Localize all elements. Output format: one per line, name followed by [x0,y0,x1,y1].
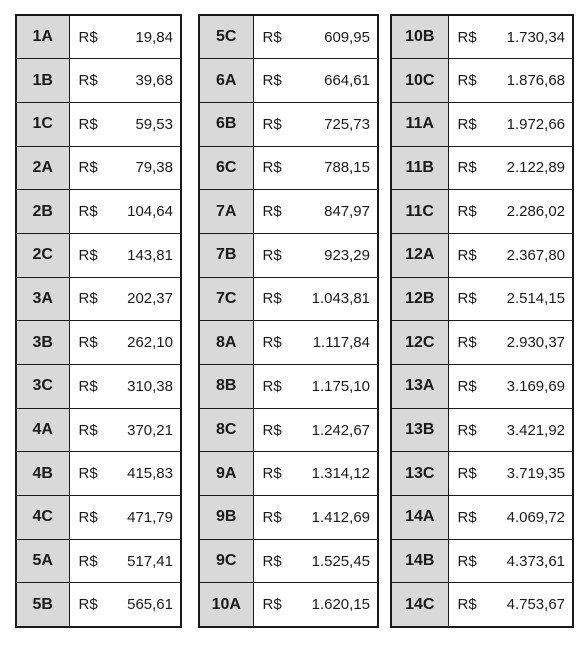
price-amount: 1.620,15 [311,596,370,614]
price-amount: 2.930,37 [506,334,565,352]
table-row [16,59,181,103]
row-code: 10B [391,15,448,59]
price-amount: 2.122,89 [506,159,565,177]
row-code: 1A [16,15,69,59]
row-price-cell [253,452,378,496]
price-table-body [199,15,378,627]
currency-symbol: R$ [78,115,98,133]
table-row [199,15,378,59]
price-amount: 2.514,15 [506,290,565,308]
price-amount: 3.169,69 [506,377,565,395]
price-amount: 923,29 [324,246,370,264]
row-price-cell [253,583,378,627]
price-amount: 471,79 [127,508,173,526]
price-amount: 104,64 [127,203,173,221]
row-price-cell [253,59,378,103]
table-row [16,190,181,234]
row-price-cell [448,452,573,496]
table-row [16,452,181,496]
table-row [199,539,378,583]
currency-symbol: R$ [262,290,282,308]
table-row [391,190,573,234]
table-row [199,452,378,496]
row-code: 9C [199,539,253,583]
table-row [16,277,181,321]
row-code: 12C [391,321,448,365]
row-price-cell [253,190,378,234]
currency-symbol: R$ [78,28,98,46]
table-row [199,233,378,277]
price-amount: 664,61 [324,72,370,90]
table-row [391,365,573,409]
table-row [199,365,378,409]
row-code: 2C [16,233,69,277]
row-price-cell [253,408,378,452]
row-code: 4B [16,452,69,496]
row-code: 13A [391,365,448,409]
table-row [391,102,573,146]
row-code: 10A [199,583,253,627]
price-amount: 565,61 [127,596,173,614]
price-amount: 1.412,69 [311,508,370,526]
price-amount: 19,84 [135,28,173,46]
currency-symbol: R$ [457,377,477,395]
currency-symbol: R$ [78,465,98,483]
row-code: 7C [199,277,253,321]
table-row [391,233,573,277]
row-code: 14A [391,496,448,540]
currency-symbol: R$ [457,28,477,46]
currency-symbol: R$ [78,246,98,264]
price-amount: 415,83 [127,465,173,483]
price-amount: 2.367,80 [506,246,565,264]
table-row [391,146,573,190]
currency-symbol: R$ [78,334,98,352]
currency-symbol: R$ [78,596,98,614]
price-amount: 847,97 [324,203,370,221]
row-code: 8B [199,365,253,409]
currency-symbol: R$ [262,465,282,483]
table-row [16,583,181,627]
currency-symbol: R$ [457,159,477,177]
row-price-cell [448,190,573,234]
row-code: 9B [199,496,253,540]
row-price-cell [253,233,378,277]
table-row [391,15,573,59]
price-amount: 79,38 [135,159,173,177]
currency-symbol: R$ [457,508,477,526]
price-amount: 609,95 [324,28,370,46]
row-code: 13B [391,408,448,452]
table-row [391,452,573,496]
table-row [199,583,378,627]
row-price-cell [69,583,181,627]
currency-symbol: R$ [78,421,98,439]
price-amount: 1.043,81 [311,290,370,308]
currency-symbol: R$ [78,552,98,570]
price-amount: 1.175,10 [311,377,370,395]
currency-symbol: R$ [457,290,477,308]
table-row [16,539,181,583]
table-row [199,146,378,190]
row-price-cell [448,15,573,59]
price-amount: 1.242,67 [311,421,370,439]
price-amount: 4.753,67 [506,596,565,614]
table-row [199,408,378,452]
price-amount: 4.069,72 [506,508,565,526]
row-code: 11A [391,102,448,146]
row-price-cell [69,277,181,321]
row-code: 4A [16,408,69,452]
row-price-cell [69,496,181,540]
row-price-cell [69,190,181,234]
row-code: 14B [391,539,448,583]
row-price-cell [448,539,573,583]
table-row [199,190,378,234]
price-amount: 1.876,68 [506,72,565,90]
row-price-cell [448,102,573,146]
row-code: 3C [16,365,69,409]
table-row [391,277,573,321]
row-code: 8A [199,321,253,365]
row-code: 12A [391,233,448,277]
row-price-cell [69,408,181,452]
row-code: 1B [16,59,69,103]
price-amount: 143,81 [127,246,173,264]
row-code: 11C [391,190,448,234]
row-code: 14C [391,583,448,627]
row-price-cell [448,277,573,321]
table-row [199,59,378,103]
currency-symbol: R$ [262,203,282,221]
price-amount: 3.719,35 [506,465,565,483]
currency-symbol: R$ [78,290,98,308]
currency-symbol: R$ [262,596,282,614]
row-price-cell [69,146,181,190]
price-amount: 3.421,92 [506,421,565,439]
row-price-cell [253,15,378,59]
table-row [391,59,573,103]
row-price-cell [253,146,378,190]
row-code: 7A [199,190,253,234]
table-row [199,102,378,146]
currency-symbol: R$ [262,72,282,90]
price-amount: 39,68 [135,72,173,90]
currency-symbol: R$ [262,377,282,395]
row-code: 2B [16,190,69,234]
table-row [199,321,378,365]
table-row [16,102,181,146]
table-row [391,539,573,583]
row-price-cell [448,365,573,409]
row-code: 9A [199,452,253,496]
currency-symbol: R$ [457,72,477,90]
price-amount: 2.286,02 [506,203,565,221]
row-code: 5C [199,15,253,59]
row-code: 12B [391,277,448,321]
price-amount: 1.525,45 [311,552,370,570]
currency-symbol: R$ [78,159,98,177]
row-code: 10C [391,59,448,103]
currency-symbol: R$ [78,203,98,221]
row-code: 6A [199,59,253,103]
price-amount: 310,38 [127,377,173,395]
table-row [199,496,378,540]
table-row [16,146,181,190]
price-table-body [391,15,573,627]
currency-symbol: R$ [78,72,98,90]
table-row [16,408,181,452]
currency-symbol: R$ [262,28,282,46]
row-code: 6B [199,102,253,146]
row-price-cell [253,496,378,540]
price-amount: 725,73 [324,115,370,133]
currency-symbol: R$ [457,203,477,221]
price-table-body [16,15,181,627]
table-row [16,233,181,277]
price-amount: 370,21 [127,421,173,439]
row-price-cell [69,102,181,146]
price-amount: 202,37 [127,290,173,308]
row-price-cell [448,321,573,365]
row-price-cell [448,583,573,627]
row-code: 6C [199,146,253,190]
row-code: 1C [16,102,69,146]
currency-symbol: R$ [262,115,282,133]
price-amount: 1.314,12 [311,465,370,483]
price-amount: 262,10 [127,334,173,352]
table-row [391,321,573,365]
table-row [16,365,181,409]
row-price-cell [69,365,181,409]
currency-symbol: R$ [262,421,282,439]
row-price-cell [69,452,181,496]
table-row [16,496,181,540]
currency-symbol: R$ [457,421,477,439]
table-row [199,277,378,321]
row-code: 2A [16,146,69,190]
row-price-cell [253,321,378,365]
row-code: 4C [16,496,69,540]
table-row [391,583,573,627]
row-code: 13C [391,452,448,496]
row-price-cell [69,15,181,59]
price-amount: 1.730,34 [506,28,565,46]
row-price-cell [448,233,573,277]
row-code: 5B [16,583,69,627]
row-price-cell [253,539,378,583]
row-code: 5A [16,539,69,583]
price-amount: 788,15 [324,159,370,177]
currency-symbol: R$ [78,508,98,526]
row-price-cell [253,365,378,409]
price-table-3 [390,14,574,628]
row-code: 3A [16,277,69,321]
table-row [391,496,573,540]
row-price-cell [448,496,573,540]
currency-symbol: R$ [457,552,477,570]
row-price-cell [69,233,181,277]
row-code: 7B [199,233,253,277]
row-code: 8C [199,408,253,452]
currency-symbol: R$ [262,246,282,264]
row-price-cell [448,59,573,103]
row-price-cell [448,146,573,190]
currency-symbol: R$ [78,377,98,395]
currency-symbol: R$ [457,465,477,483]
currency-symbol: R$ [262,552,282,570]
row-price-cell [69,321,181,365]
table-row [16,15,181,59]
currency-symbol: R$ [457,334,477,352]
table-row [391,408,573,452]
price-table-1 [15,14,182,628]
price-amount: 59,53 [135,115,173,133]
currency-symbol: R$ [457,596,477,614]
row-code: 11B [391,146,448,190]
price-amount: 517,41 [127,552,173,570]
currency-symbol: R$ [262,334,282,352]
price-amount: 4.373,61 [506,552,565,570]
price-amount: 1.972,66 [506,115,565,133]
currency-symbol: R$ [262,159,282,177]
table-row [16,321,181,365]
currency-symbol: R$ [457,246,477,264]
row-code: 3B [16,321,69,365]
price-amount: 1.117,84 [312,334,370,352]
row-price-cell [253,102,378,146]
row-price-cell [253,277,378,321]
row-price-cell [69,59,181,103]
currency-symbol: R$ [262,508,282,526]
price-table-2 [198,14,379,628]
currency-symbol: R$ [457,115,477,133]
row-price-cell [69,539,181,583]
row-price-cell [448,408,573,452]
